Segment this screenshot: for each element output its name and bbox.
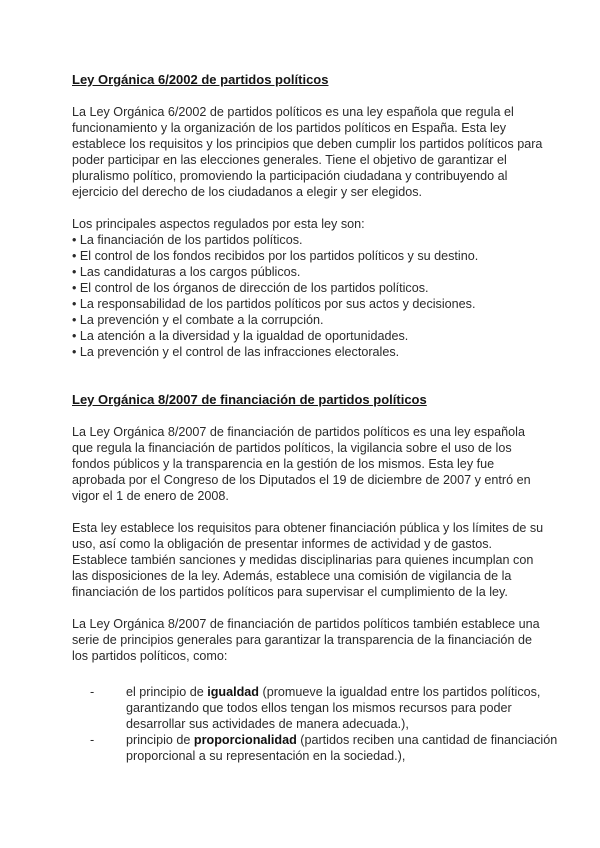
list-item: • Las candidaturas a los cargos públicos. [72, 265, 301, 279]
text-line: desarrollar sus actividades de manera adecuada.), [126, 717, 409, 731]
text-line: establece los requisitos y los principios que deben cumplir los partidos políticos para [72, 137, 543, 151]
document-content [72, 72, 558, 764]
list-item: • El control de los órganos de dirección de los partidos políticos. [72, 281, 429, 295]
text-line: aprobada por el Congreso de los Diputados el 19 de diciembre de 2007 y entró en [72, 473, 531, 487]
principle-term: igualdad [207, 685, 259, 699]
list-item: • El control de los fondos recibidos por los partidos políticos y su destino. [72, 249, 479, 263]
text-line: Esta ley establece los requisitos para obtener financiación pública y los límites de su [72, 521, 544, 535]
text-line: La Ley Orgánica 8/2007 de financiación de partidos políticos es una ley española [72, 425, 525, 439]
text-line [126, 684, 541, 700]
section-2-paragraph-2 [72, 520, 544, 600]
text-line: vigor el 1 de enero de 2008. [72, 489, 229, 503]
text-line: los partidos políticos, como: [72, 649, 228, 663]
text-line: La Ley Orgánica 6/2002 de partidos políticos es una ley española que regula el [72, 105, 514, 119]
list-item: • La atención a la diversidad y la igualdad de oportunidades. [72, 329, 409, 343]
list-item: • La financiación de los partidos políticos. [72, 233, 303, 247]
section-2-paragraph-3 [72, 616, 540, 664]
principle-description: (partidos reciben una cantidad de financiación [296, 733, 558, 747]
aspects-intro: Los principales aspectos regulados por esta ley son: [72, 217, 365, 231]
text-line: fondos públicos y la transparencia en la gestión de los mismos. Esta ley fue [72, 457, 495, 471]
text-line: las disposiciones de la ley. Además, establece una comisión de vigilancia de la [72, 569, 512, 583]
principle-term: proporcionalidad [193, 733, 297, 747]
dash-marker: - [90, 685, 95, 699]
section-1-intro [72, 104, 543, 200]
section-2-title: Ley Orgánica 8/2007 de financiación de partidos políticos [72, 392, 427, 407]
principle-item-igualdad [90, 684, 541, 732]
text-line: poder participar en las elecciones generales. Tiene el objetivo de garantizar el [72, 153, 507, 167]
text-line: uso, así como la obligación de presentar informes de actividad y de gastos. [72, 537, 493, 551]
text-line: serie de principios generales para garantizar la transparencia de la financiación de [72, 633, 532, 647]
text-line: pluralismo político, promoviendo la participación ciudadana y contribuyendo al [72, 169, 508, 183]
principles-list [72, 684, 558, 764]
text-line: ejercicio del derecho de los ciudadanos a elegir y ser elegidos. [72, 185, 423, 199]
text-line: La Ley Orgánica 8/2007 de financiación de partidos políticos también establece una [72, 617, 540, 631]
section-2-paragraph-1 [72, 424, 532, 504]
list-item: • La prevención y el control de las infracciones electorales. [72, 345, 400, 359]
text-line: funcionamiento y la organización de los partidos políticos en España. Esta ley [72, 121, 507, 135]
section-1-title: Ley Orgánica 6/2002 de partidos políticos [72, 72, 329, 87]
principle-prefix: el principio de [126, 685, 208, 699]
text-line: que regula la financiación de partidos políticos, la vigilancia sobre el uso de los [72, 441, 512, 455]
aspects-list [72, 232, 532, 360]
text-line [126, 732, 558, 748]
principle-prefix: principio de [126, 733, 194, 747]
principle-description: (promueve la igualdad entre los partidos políticos, [259, 685, 541, 699]
dash-marker: - [90, 733, 95, 747]
text-line: Establece también sanciones y medidas disciplinarias para quienes incumplan con [72, 553, 534, 567]
list-item: • La prevención y el combate a la corrupción. [72, 313, 324, 327]
text-line: garantizando que todos ellos tengan los mismos recursos para poder [126, 701, 512, 715]
principle-item-proporcionalidad [90, 732, 558, 764]
list-item: • La responsabilidad de los partidos políticos por sus actos y decisiones. [72, 297, 476, 311]
text-line: proporcional a su representación en la sociedad.), [126, 749, 406, 763]
text-line: financiación de los partidos políticos para supervisar el cumplimiento de la ley. [72, 585, 508, 599]
